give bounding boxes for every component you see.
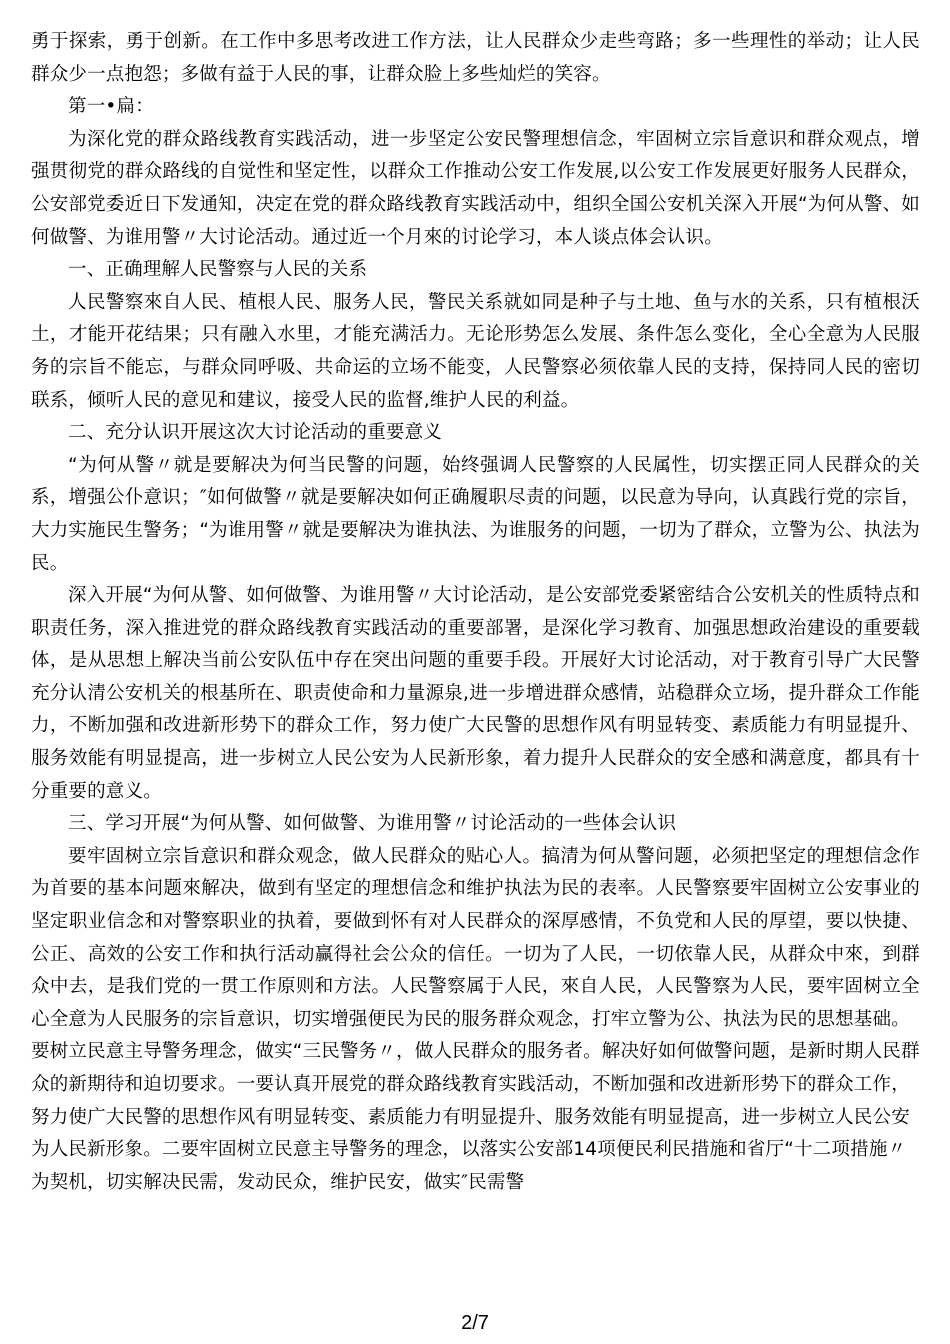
section-heading: 一、正确理解人民警察与人民的关系 bbox=[68, 259, 368, 281]
paragraph: 勇于探索，勇于创新。在工作中多思考改进工作方法，让人民群众少走些弯路；多一些理性的举动；让人民群众少一点抱怨；多做有益于人民的事，让群众脸上多些灿烂的笑容。 bbox=[31, 31, 920, 85]
paragraph: 为深化党的群众路线教育实践活动，进一步坚定公安民警理想信念，牢固树立宗旨意识和群众观点，增强贯彻党的群众路线的自觉性和坚定性，以群众工作推动公安工作发展,以公安工作发展更好服务人民群众，公安部党委近日下发通知，决定在党的群众路线教育实践活动中，组织全国公安机关深入开展“为何从警、如何做警、为谁用警〃大讨论活动。通过近一个月來的讨论学习，本人谈点体会认识。 bbox=[31, 128, 920, 248]
section-heading: 二、充分认识开展这次大讨论活动的重要意义 bbox=[68, 422, 443, 444]
paragraph: 第一•扁： bbox=[68, 96, 154, 118]
paragraph: “为何从警〃就是要解决为何当民警的问题，始终强调人民警察的人民属性，切实摆正同人民群众的关系，增强公仆意识；″如何做警〃就是要解决如何正确履职尽责的问题，以民意为导向，认真践行党的宗旨，大力实施民生警务；“为谁用警〃就是要解决为谁执法、为谁服务的问题，一切为了群众，立警为公、执法为民。 bbox=[31, 454, 920, 574]
paragraph: 人民警察來自人民、植根人民、服务人民，警民关系就如同是种子与土地、鱼与水的关系，只有植根沃土，才能开花结果；只有融入水里，才能充满活力。无论形势怎么发展、条件怎么变化，全心全意为人民服务的宗旨不能忘，与群众同呼吸、共命运的立场不能变，人民警察必须依靠人民的支持，保持同人民的密切联系，倾听人民的意见和建议，接受人民的监督,维护人民的利益。 bbox=[31, 291, 920, 411]
page-number: 2/7 bbox=[461, 1312, 489, 1334]
paragraph: 要牢固树立宗旨意识和群众观念，做人民群众的贴心人。搞清为何从警问题，必须把坚定的理想信念作为首要的基本问题來解决，做到有坚定的理想信念和维护执法为民的表率。人民警察要牢固树立公安事业的坚定职业信念和对警察职业的执着，要做到怀有对人民群众的深厚感情，不负党和人民的厚望，要以快捷、公正、高效的公安工作和执行活动赢得社会公众的信任。一切为了人民，一切依靠人民，从群众中來，到群众中去，是我们党的一贯工作原则和方法。人民警察属于人民，來自人民，人民警察为人民，要牢固树立全心全意为人民服务的宗旨意识，切实增强便民为民的服务群众观念，打牢立警为公、执法为民的思想基础。 bbox=[31, 845, 920, 1030]
section-heading: 三、学习开展“为何从警、如何做警、为谁用警〃讨论活动的一些体会认识 bbox=[68, 813, 677, 835]
paragraph: 要树立民意主导警务理念，做实“三民警务〃，做人民群众的服务者。解决好如何做警问题，是新时期人民群众的新期待和迫切要求。一要认真开展党的群众路线教育实践活动，不断加强和改进新形势下的群众工作，努力使广大民警的思想作风有明显转变、素质能力有明显提升、服务效能有明显提高，进一步树立人民公安为人民新形象。二要牢固树立民意主导警务的理念，以落实公安部14项便民利民措施和省厅“十二项措施〃为契机，切实解决民需，发动民众，维护民安，做实″民需警 bbox=[31, 1041, 920, 1193]
document-page bbox=[31, 26, 920, 1199]
paragraph: 深入开展“为何从警、如何做警、为谁用警〃大讨论活动，是公安部党委紧密结合公安机关的性质特点和职责任务，深入推进党的群众路线教育实践活动的重要部署，是深化学习教育、加强思想政治建设的重要载体，是从思想上解决当前公安队伍中存在突出问题的重要手段。开展好大讨论活动，对于教育引导广大民警充分认清公安机关的根基所在、职责使命和力量源泉,进一步增进群众感情，站稳群众立场，提升群众工作能力，不断加强和改进新形势下的群众工作，努力使广大民警的思想作风有明显转变、素质能力有明显提升、服务效能有明显提高，进一步树立人民公安为人民新形象，着力提升人民群众的安全感和满意度，都具有十分重要的意义。 bbox=[31, 585, 920, 802]
